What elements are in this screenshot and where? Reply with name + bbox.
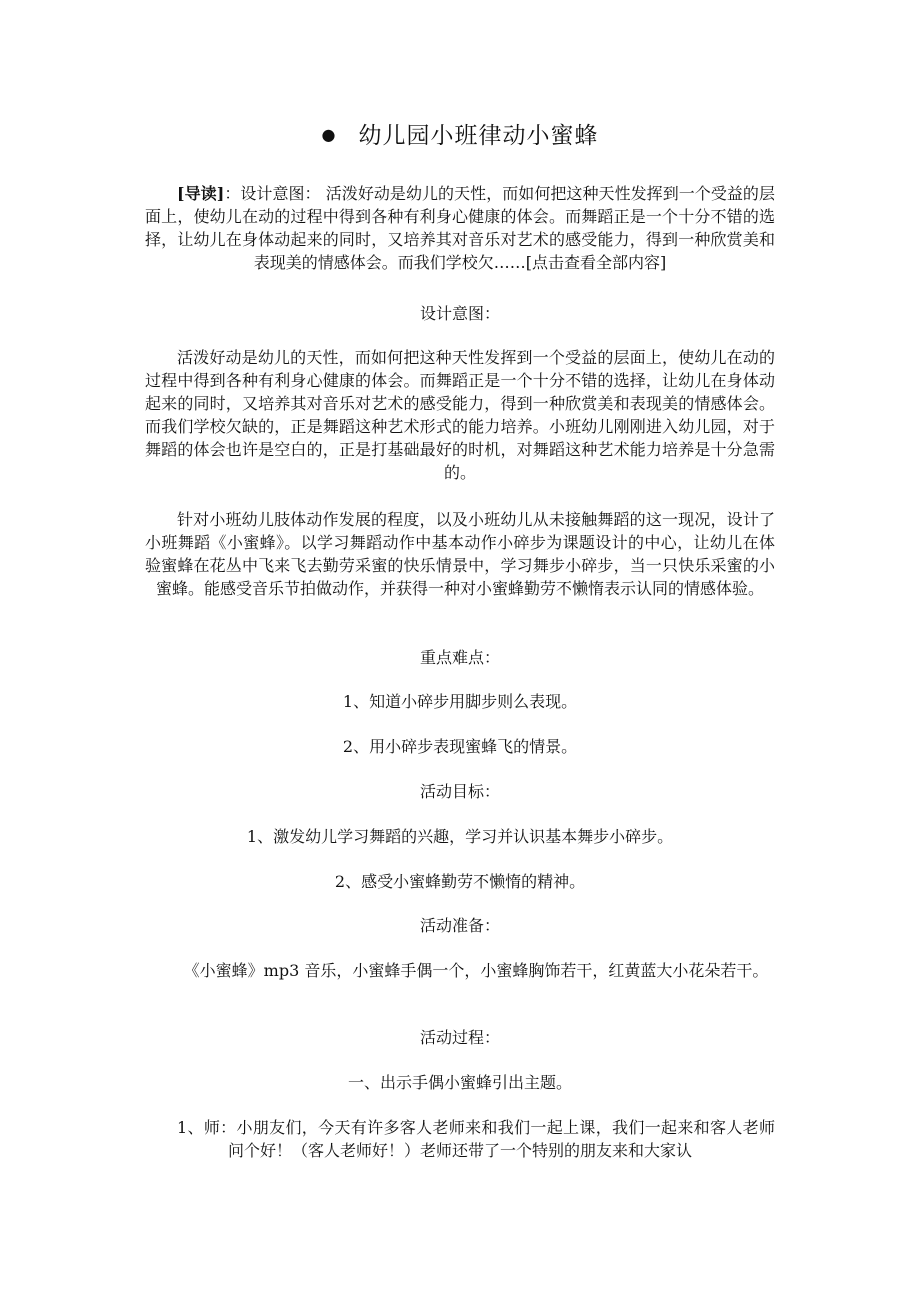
page-title: 幼儿园小班律动小蜜蜂 (358, 123, 599, 149)
preparation-heading: 活动准备： (419, 916, 500, 935)
design-paragraph-2: 针对小班幼儿肢体动作发展的程度，以及小班幼儿从未接触舞蹈的这一现况，设计了小班舞蹈《小蜜蜂》。以学习舞蹈动作中基本动作小碎步为课题设计的中心，让幼儿在体验蜜蜂在花丛中飞来飞去勤劳采蜜的快乐情景中，学习舞步小碎步，当一只快乐采蜜的小蜜蜂。能感受音乐节拍做动作，并获得一种对小蜜蜂勤劳不懒惰表示认同的情感体验。 (145, 510, 775, 598)
goals-heading: 活动目标： (419, 782, 500, 801)
intro-paragraph (145, 182, 775, 274)
design-heading: 设计意图： (419, 304, 500, 323)
intro-text[interactable]: ：设计意图： 活泼好动是幼儿的天性，而如何把这种天性发挥到一个受益的层面上，使幼儿在动的过程中得到各种有利身心健康的体会。而舞蹈正是一个十分不错的选择，让幼儿在身体动起来的同时，又培养其对音乐对艺术的感受能力，得到一种欣赏美和表现美的情感体会。而我们学校欠……[点击查看全部内容] (145, 184, 775, 272)
key-points-heading: 重点难点： (419, 648, 500, 667)
process-paragraph-1: 1、师：小朋友们，今天有许多客人老师来和我们一起上课，我们一起来和客人老师问个好！（客人老师好！）老师还带了一个特别的朋友来和大家认 (177, 1118, 775, 1160)
bullet-icon: ● (321, 125, 337, 144)
document-title-row (0, 120, 920, 151)
design-paragraph-1: 活泼好动是幼儿的天性，而如何把这种天性发挥到一个受益的层面上，使幼儿在动的过程中得到各种有利身心健康的体会。而舞蹈正是一个十分不错的选择，让幼儿在身体动起来的同时，又培养其对音乐对艺术的感受能力，得到一种欣赏美和表现美的情感体会。而我们学校欠缺的，正是舞蹈这种艺术形式的能力培养。小班幼儿刚刚进入幼儿园，对于舞蹈的体会也许是空白的，正是打基础最好的时机，对舞蹈这种艺术能力培养是十分急需的。 (145, 348, 775, 482)
process-step-1: 一、出示手偶小蜜蜂引出主题。 (347, 1073, 572, 1092)
preparation-text: 《小蜜蜂》mp3 音乐，小蜜蜂手偶一个，小蜜蜂胸饰若干，红黄蓝大小花朵若干。 (183, 961, 769, 980)
key-point-2: 2、用小碎步表现蜜蜂飞的情景。 (342, 737, 578, 756)
goal-1: 1、激发幼儿学习舞蹈的兴趣，学习并认识基本舞步小碎步。 (246, 827, 674, 846)
goal-2: 2、感受小蜜蜂勤劳不懒惰的精神。 (334, 872, 586, 891)
process-heading: 活动过程： (419, 1028, 500, 1047)
intro-label: [导读] (177, 184, 225, 203)
key-point-1: 1、知道小碎步用脚步则么表现。 (342, 692, 578, 711)
